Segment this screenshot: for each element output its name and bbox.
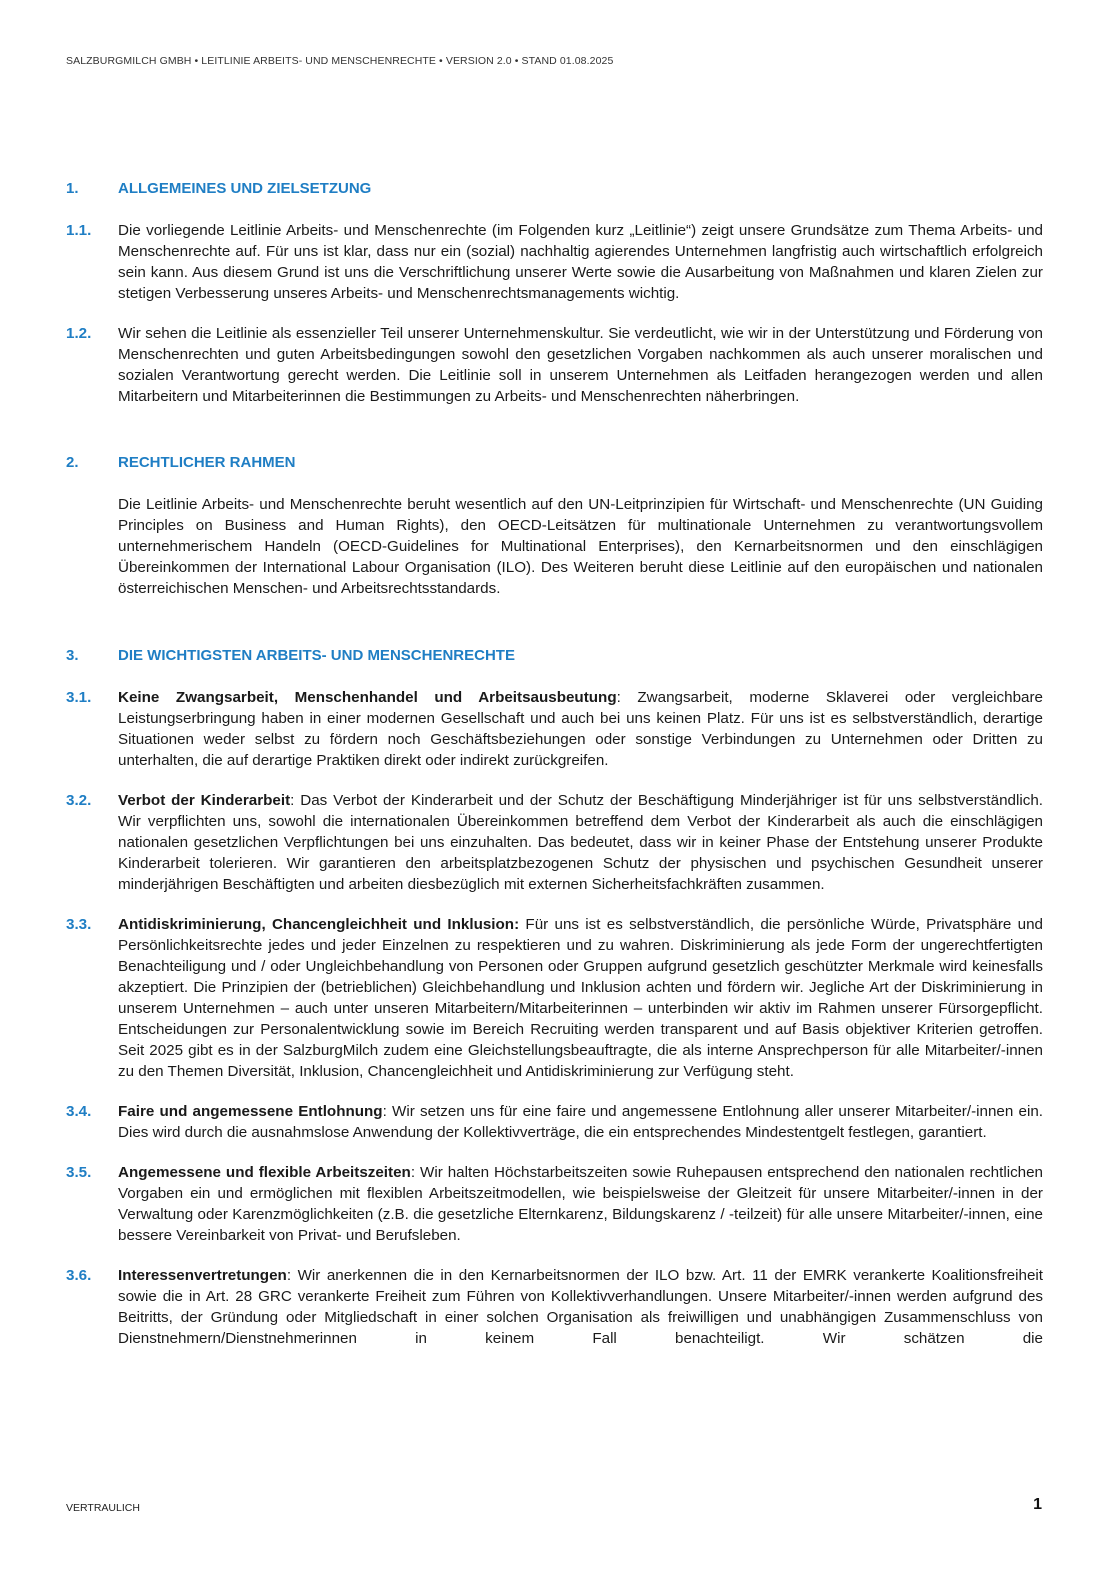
section-title: RECHTLICHER RAHMEN: [118, 454, 296, 471]
paragraph-text: Die Leitlinie Arbeits- und Menschenrechte beruht wesentlich auf den UN-Leitprinzipien für Wirtschaft- und Menschenrechte (UN Guiding Principles on Business and Human Rights), den OECD-Leitsätzen für multinationale Unternehmen zu verantwortungsvollem unternehmerischem Handeln (OECD-Guidelines for Multinational Enterprises), den Kernarbeitsnormen und den einschlägigen Übereinkommen der International Labour Organisation (ILO). Des Weiteren beruht diese Leitlinie auf den europäischen und nationalen österreichischen Menschen- und Arbeitsrechtsstandards.: [118, 496, 1043, 597]
paragraph-text: [118, 914, 1043, 1082]
paragraph: [66, 323, 1043, 407]
paragraph-lead: Keine Zwangsarbeit, Menschenhandel und Arbeitsausbeutung: [118, 689, 617, 706]
paragraph-lead: Interessenvertretungen: [118, 1267, 287, 1284]
paragraph-text: [118, 1162, 1043, 1246]
page-number: 1: [1033, 1496, 1042, 1513]
document-body: [66, 178, 1043, 1349]
section-title: DIE WICHTIGSTEN ARBEITS- UND MENSCHENRECHTE: [118, 647, 515, 664]
section-number: 3.: [66, 647, 79, 664]
paragraph-number: 3.4.: [66, 1103, 92, 1120]
paragraph-text: [118, 1265, 1043, 1349]
section-number: 2.: [66, 454, 79, 471]
paragraph-number: 3.5.: [66, 1164, 92, 1181]
paragraph-number: 1.1.: [66, 222, 92, 239]
paragraph-number: 3.3.: [66, 916, 92, 933]
section-title: ALLGEMEINES UND ZIELSETZUNG: [118, 180, 372, 197]
paragraph-body: : Wir halten Höchstarbeitszeiten sowie Ruhepausen entsprechend den nationalen rechtlichen Vorgaben ein und ermöglichen mit flexiblen Arbeitszeitmodellen, wie beispielsweise der Gleitzeit für unsere Mitarbeiter/-innen in der Verwaltung oder Karenzmöglichkeiten (z.B. die gesetzliche Elternkarenz, Bildungskarenz / -teilzeit) für alle unsere Mitarbeiter/-innen, eine bessere Vereinbarkeit von Privat- und Berufsleben.: [118, 1164, 1044, 1244]
confidential-label: VERTRAULICH: [66, 1502, 140, 1514]
paragraph-number: 1.2.: [66, 325, 92, 342]
paragraph: [66, 220, 1043, 304]
paragraph-body: : Zwangsarbeit, moderne Sklaverei oder vergleichbare Leistungserbringung haben in einer modernen Gesellschaft und auch bei uns keinen Platz. Für uns ist es selbstverständlich, derartige Situationen weder selbst zu fördern noch Geschäftsbeziehungen oder sonstige Verbindungen zu Unternehmen oder Dritten zu unterhalten, die auf derartige Praktiken direkt oder indirekt zurückgreifen.: [118, 689, 1043, 769]
paragraph: [66, 687, 1043, 771]
paragraph-text: [118, 1101, 1043, 1143]
paragraph: [66, 1101, 1043, 1143]
paragraph-lead: Antidiskriminierung, Chancengleichheit und Inklusion:: [118, 916, 520, 933]
section-heading: [66, 452, 1043, 473]
paragraph-body: : Wir setzen uns für eine faire und angemessene Entlohnung aller unserer Mitarbeiter/-innen ein. Dies wird durch die ausnahmslose Anwendung der Kollektivverträge, die ein entsprechendes Mindestentgelt festlegen, garantiert.: [118, 1103, 1043, 1141]
paragraph-lead: Faire und angemessene Entlohnung: [118, 1103, 383, 1120]
paragraph: [66, 1162, 1043, 1246]
paragraph-body: Für uns ist es selbstverständlich, die persönliche Würde, Privatsphäre und Persönlichkeitsrechte jedes und jeder Einzelnen zu respektieren und zu wahren. Diskriminierung als jede Form der ungerechtfertigten Benachteiligung und / oder Ungleichbehandlung von Personen oder Gruppen aufgrund gesetzlich geschützter Merkmale wird keinesfalls akzeptiert. Die Prinzipien der (betrieblichen) Gleichbehandlung und Inklusion achten und fördern wir. Jegliche Art der Diskriminierung in unserem Unternehmen – auch unter unseren Mitarbeitern/Mitarbeiterinnen – unterbinden wir aktiv im Rahmen unserer Fürsorgepflicht. Entscheidungen zur Personalentwicklung sowie im Bereich Recruiting werden transparent und auf Basis objektiver Kriterien getroffen. Seit 2025 gibt es in der SalzburgMilch zudem eine Gleichstellungsbeauftragte, die als interne Ansprechperson für alle Mitarbeiter/-innen zu den Themen Diversität, Inklusion, Chancengleichheit und Antidiskriminierung zur Verfügung steht.: [118, 916, 1044, 1080]
paragraph: [66, 914, 1043, 1082]
paragraph-text: Die vorliegende Leitlinie Arbeits- und Menschenrechte (im Folgenden kurz „Leitlinie“) zeigt unsere Grundsätze zum Thema Arbeits- und Menschenrechte auf. Für uns ist klar, dass nur ein (sozial) nachhaltig agierendes Unternehmen langfristig auch wirtschaftlich erfolgreich sein kann. Aus diesem Grund ist uns die Verschriftlichung unserer Werte sowie die Ausarbeitung von Maßnahmen und klaren Zielen zur stetigen Verbesserung unseres Arbeits- und Menschenrechtsmanagements wichtig.: [118, 222, 1043, 302]
paragraph-text: [118, 687, 1043, 771]
paragraph-body: : Wir anerkennen die in den Kernarbeitsnormen der ILO bzw. Art. 11 der EMRK verankerte Koalitionsfreiheit sowie die in Art. 28 GRC verankerte Freiheit zum Führen von Kollektivverhandlungen. Unsere Mitarbeiter/-innen werden aufgrund des Beitritts, der Gründung oder Mitgliedschaft in einer solchen Organisation als freiwilligen und unabhängigen Zusammenschluss von Dienstnehmern/Dienstnehmerinnen in keinem Fall benachteiligt. Wir schätzen die: [118, 1267, 1043, 1347]
paragraph-lead: Angemessene und flexible Arbeitszeiten: [118, 1164, 411, 1181]
paragraph: [66, 790, 1043, 895]
document-header: SALZBURGMILCH GMBH • LEITLINIE ARBEITS- UND MENSCHENRECHTE • VERSION 2.0 • STAND 01.08.2025: [66, 55, 614, 67]
section-heading: [66, 178, 1043, 199]
section-number: 1.: [66, 180, 79, 197]
paragraph-number: 3.6.: [66, 1267, 92, 1284]
paragraph-lead: Verbot der Kinderarbeit: [118, 792, 291, 809]
paragraph-text: [118, 790, 1043, 895]
paragraph-text: Wir sehen die Leitlinie als essenzieller Teil unserer Unternehmenskultur. Sie verdeutlicht, wie wir in der Unterstützung und Förderung von Menschenrechten und guten Arbeitsbedingungen sowohl den gesetzlichen Vorgaben nachkommen als auch unserer moralischen und sozialen Verantwortung gerecht werden. Die Leitlinie soll in unserem Unternehmen als Leitfaden herangezogen werden und allen Mitarbeitern und Mitarbeiterinnen die Bestimmungen zu Arbeits- und Menschenrechten näherbringen.: [118, 325, 1043, 405]
section-heading: [66, 645, 1043, 666]
paragraph-body: : Das Verbot der Kinderarbeit und der Schutz der Beschäftigung Minderjähriger ist für uns selbstverständlich. Wir verpflichten uns, sowohl die internationalen Übereinkommen betreffend dem Verbot der Kinderarbeit als auch die einschlägigen nationalen gesetzlichen Verpflichtungen bei uns einzuhalten. Das bedeutet, dass wir in keiner Phase der Entstehung unserer Produkte Kinderarbeit tolerieren. Wir garantieren den arbeitsplatzbezogenen Schutz der physischen und psychischen Gesundheit unserer minderjährigen Beschäftigten und arbeiten diesbezüglich mit externen Sicherheitsfachkräften zusammen.: [118, 792, 1044, 893]
paragraph-number: 3.1.: [66, 689, 92, 706]
paragraph-number: 3.2.: [66, 792, 92, 809]
paragraph: [66, 1265, 1043, 1349]
